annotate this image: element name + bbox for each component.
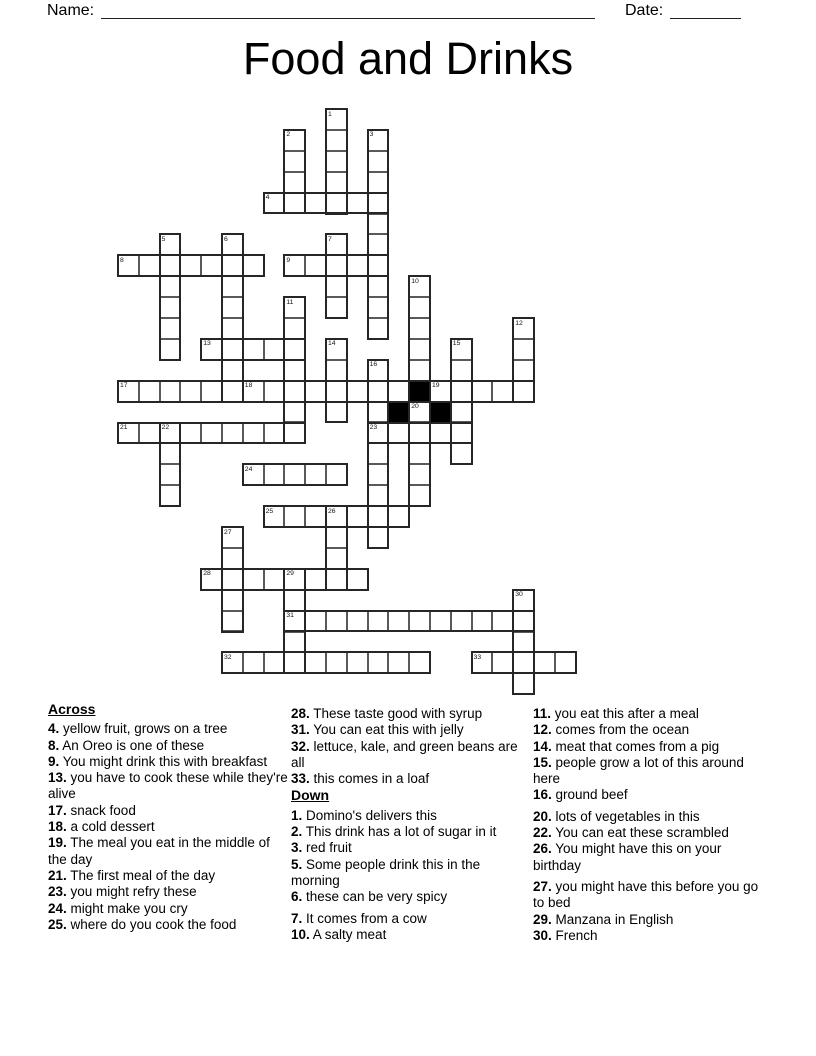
grid-cell[interactable] xyxy=(222,590,243,611)
clue-17: 17. snack food xyxy=(48,802,136,818)
grid-cell[interactable] xyxy=(409,360,430,381)
clue-18: 18. a cold dessert xyxy=(48,819,155,835)
grid-cell[interactable] xyxy=(305,381,326,402)
cell-number-33: 33 xyxy=(473,653,482,661)
cell-number-29: 29 xyxy=(286,570,294,578)
clue-6: 6. these can be very spicy xyxy=(291,889,448,905)
grid-cell[interactable] xyxy=(264,381,285,402)
grid-cell[interactable] xyxy=(388,652,409,673)
grid-cell[interactable] xyxy=(368,381,389,402)
cell-number-23: 23 xyxy=(369,424,378,431)
grid-cell[interactable] xyxy=(472,381,493,402)
grid-cell[interactable] xyxy=(347,381,368,402)
grid-cell[interactable] xyxy=(513,590,534,611)
grid-cell[interactable] xyxy=(368,464,389,485)
grid-cell[interactable] xyxy=(409,611,430,632)
clue-15: 15. people grow a lot of this around here xyxy=(533,754,744,787)
grid-cell[interactable] xyxy=(326,130,347,151)
grid-cell[interactable] xyxy=(326,172,347,193)
grid-cell[interactable] xyxy=(326,234,347,255)
clue-3: 3. red fruit xyxy=(291,840,352,856)
grid-cell[interactable] xyxy=(326,402,347,423)
grid-cell[interactable] xyxy=(284,381,305,402)
grid-cell[interactable] xyxy=(305,611,326,632)
cell-number-5: 5 xyxy=(161,235,166,243)
grid-cell[interactable] xyxy=(451,339,472,360)
grid-cell[interactable] xyxy=(284,506,305,527)
grid-cell[interactable] xyxy=(180,423,201,444)
cell-number-11: 11 xyxy=(286,298,294,306)
cell-number-21: 21 xyxy=(120,424,128,431)
clue-7: 7. It comes from a cow xyxy=(291,910,427,926)
clue-19: 19. The meal you eat in the middle of the day xyxy=(48,835,270,867)
grid-cell[interactable] xyxy=(222,339,243,360)
grid-cell[interactable] xyxy=(368,485,389,506)
grid-cell[interactable] xyxy=(264,423,285,444)
grid-cell[interactable] xyxy=(160,318,181,339)
grid-cell[interactable] xyxy=(409,443,430,464)
grid-cell[interactable] xyxy=(513,339,534,360)
grid-cell[interactable] xyxy=(160,443,181,464)
grid-cell[interactable] xyxy=(409,485,430,506)
grid-cell[interactable] xyxy=(305,464,326,485)
clues-column-2 xyxy=(291,701,526,943)
grid-cell[interactable] xyxy=(284,255,305,276)
grid-cell[interactable] xyxy=(222,423,243,444)
clue-29: 29. Manzana in English xyxy=(533,911,674,927)
grid-cell[interactable] xyxy=(409,276,430,297)
grid-cell[interactable] xyxy=(368,360,389,381)
grid-cell[interactable] xyxy=(347,255,368,276)
across-clue-list-continued xyxy=(291,706,526,787)
cell-number-10: 10 xyxy=(411,277,419,285)
grid-cell[interactable] xyxy=(368,443,389,464)
grid-cell[interactable] xyxy=(243,339,264,360)
grid-cell[interactable] xyxy=(347,652,368,673)
clue-23: 23. you might refry these xyxy=(48,884,197,900)
grid-cell[interactable] xyxy=(347,506,368,527)
down-clue-list xyxy=(291,808,526,943)
grid-cell[interactable] xyxy=(409,423,430,444)
clue-20: 20. lots of vegetables in this xyxy=(533,808,700,824)
grid-cell[interactable] xyxy=(284,297,305,318)
name-label: Name: xyxy=(47,2,95,19)
cell-number-13: 13 xyxy=(203,340,211,348)
cell-number-7: 7 xyxy=(328,235,332,243)
grid-cell[interactable] xyxy=(451,360,472,381)
grid-cell[interactable] xyxy=(326,109,347,130)
cell-number-25: 25 xyxy=(265,507,274,515)
cell-number-28: 28 xyxy=(203,570,211,578)
clue-2: 2. This drink has a lot of sugar in it xyxy=(291,824,497,840)
cell-number-22: 22 xyxy=(161,424,170,431)
grid-cell[interactable] xyxy=(430,611,451,632)
grid-cell[interactable] xyxy=(222,548,243,569)
cell-number-2: 2 xyxy=(286,131,291,139)
grid-cell[interactable] xyxy=(513,611,534,632)
grid-cell[interactable] xyxy=(160,423,181,444)
grid-cell[interactable] xyxy=(451,402,472,423)
grid-cell[interactable] xyxy=(160,464,181,485)
grid-cell[interactable] xyxy=(492,611,513,632)
clue-24: 24. might make you cry xyxy=(48,900,188,916)
clue-4: 4. yellow fruit, grows on a tree xyxy=(48,721,228,737)
grid-cell[interactable] xyxy=(326,360,347,381)
grid-cell[interactable] xyxy=(326,569,347,590)
grid-cell[interactable] xyxy=(326,652,347,673)
grid-cell[interactable] xyxy=(160,339,181,360)
clue-10: 10. A salty meat xyxy=(291,926,387,942)
grid-cell[interactable] xyxy=(284,652,305,673)
grid-cell[interactable] xyxy=(284,130,305,151)
grid-cell[interactable] xyxy=(368,423,389,444)
cell-number-17: 17 xyxy=(120,382,128,390)
black-cell xyxy=(430,402,451,423)
down-clue-list-continued xyxy=(533,706,773,944)
cell-number-20: 20 xyxy=(411,403,419,411)
grid-cell[interactable] xyxy=(160,234,181,255)
clue-31: 31. You can eat this with jelly xyxy=(291,722,464,738)
grid-cell[interactable] xyxy=(326,506,347,527)
grid-cell[interactable] xyxy=(326,611,347,632)
grid-cell[interactable] xyxy=(139,423,160,444)
grid-cell[interactable] xyxy=(368,506,389,527)
grid-cell[interactable] xyxy=(284,464,305,485)
grid-cell[interactable] xyxy=(222,234,243,255)
grid-cell[interactable] xyxy=(284,611,305,632)
grid-cell[interactable] xyxy=(451,423,472,444)
cell-number-15: 15 xyxy=(452,340,461,348)
grid-cell[interactable] xyxy=(243,652,264,673)
grid-cell[interactable] xyxy=(368,402,389,423)
grid-cell[interactable] xyxy=(222,297,243,318)
grid-cell[interactable] xyxy=(368,172,389,193)
grid-cell[interactable] xyxy=(160,297,181,318)
cell-number-19: 19 xyxy=(432,382,440,390)
clues-column-3 xyxy=(533,701,773,944)
clue-22: 22. You can eat these scrambled xyxy=(533,825,729,841)
grid-cell[interactable] xyxy=(492,381,513,402)
grid-cell[interactable] xyxy=(326,548,347,569)
grid-cell[interactable] xyxy=(326,527,347,548)
cell-number-32: 32 xyxy=(224,653,232,661)
clue-1: 1. Domino's delivers this xyxy=(291,807,437,823)
grid-cell[interactable] xyxy=(430,381,451,402)
grid-cell[interactable] xyxy=(201,339,222,360)
grid-cell[interactable] xyxy=(513,673,534,694)
cell-number-9: 9 xyxy=(286,256,291,264)
grid-cell[interactable] xyxy=(368,611,389,632)
date-label: Date: xyxy=(625,2,664,19)
cell-number-14: 14 xyxy=(328,340,336,348)
grid-cell[interactable] xyxy=(139,255,160,276)
clue-26: 26. You might have this on your birthday xyxy=(533,841,722,873)
grid-cell[interactable] xyxy=(409,652,430,673)
grid-cell[interactable] xyxy=(368,193,389,214)
grid-cell[interactable] xyxy=(513,360,534,381)
grid-cell[interactable] xyxy=(284,193,305,214)
page-title: Food and Drinks xyxy=(242,33,574,84)
grid-cell[interactable] xyxy=(305,255,326,276)
grid-cell[interactable] xyxy=(118,381,139,402)
grid-cell[interactable] xyxy=(284,569,305,590)
grid-cell[interactable] xyxy=(409,297,430,318)
cell-number-3: 3 xyxy=(369,131,374,139)
cell-number-31: 31 xyxy=(286,612,294,620)
grid-cell[interactable] xyxy=(201,569,222,590)
grid-cell[interactable] xyxy=(284,423,305,444)
grid-cell[interactable] xyxy=(326,339,347,360)
grid-cell[interactable] xyxy=(264,652,285,673)
grid-cell[interactable] xyxy=(284,339,305,360)
clue-14: 14. meat that comes from a pig xyxy=(533,738,720,754)
grid-cell[interactable] xyxy=(264,506,285,527)
black-cell xyxy=(388,402,409,423)
grid-cell[interactable] xyxy=(160,255,181,276)
grid-cell[interactable] xyxy=(368,297,389,318)
grid-cell[interactable] xyxy=(347,611,368,632)
grid-cell[interactable] xyxy=(243,423,264,444)
grid-cell[interactable] xyxy=(347,569,368,590)
grid-cell[interactable] xyxy=(409,402,430,423)
grid-cell[interactable] xyxy=(222,318,243,339)
grid-cell[interactable] xyxy=(388,381,409,402)
grid-cell[interactable] xyxy=(368,130,389,151)
grid-cell[interactable] xyxy=(388,506,409,527)
cell-number-18: 18 xyxy=(244,382,253,390)
cell-number-8: 8 xyxy=(120,256,124,264)
grid-cell[interactable] xyxy=(222,611,243,632)
grid-cell[interactable] xyxy=(555,652,576,673)
grid-cell[interactable] xyxy=(222,276,243,297)
grid-cell[interactable] xyxy=(388,611,409,632)
grid-cell[interactable] xyxy=(513,632,534,653)
grid-cell[interactable] xyxy=(326,381,347,402)
grid-cell[interactable] xyxy=(451,611,472,632)
grid-cell[interactable] xyxy=(160,381,181,402)
clue-5: 5. Some people drink this in the morning xyxy=(291,856,481,888)
cell-number-27: 27 xyxy=(224,528,232,536)
grid-cell[interactable] xyxy=(326,297,347,318)
grid-cell[interactable] xyxy=(472,611,493,632)
clue-13: 13. you have to cook these while they're alive xyxy=(48,770,288,802)
grid-cell[interactable] xyxy=(368,214,389,235)
clue-8: 8. An Oreo is one of these xyxy=(48,737,205,753)
black-cell xyxy=(409,381,430,402)
grid-cell[interactable] xyxy=(118,255,139,276)
across-clue-list xyxy=(48,721,288,933)
clue-9: 9. You might drink this with breakfast xyxy=(48,753,268,769)
down-heading: Down xyxy=(291,787,330,804)
grid-cell[interactable] xyxy=(284,632,305,653)
cell-number-30: 30 xyxy=(515,591,523,599)
grid-cell[interactable] xyxy=(347,193,368,214)
grid-cell[interactable] xyxy=(326,255,347,276)
grid-cell[interactable] xyxy=(222,381,243,402)
grid-cell[interactable] xyxy=(472,652,493,673)
clue-25: 25. where do you cook the food xyxy=(48,916,237,932)
grid-cell[interactable] xyxy=(368,234,389,255)
grid-cell[interactable] xyxy=(264,569,285,590)
grid-cell[interactable] xyxy=(305,569,326,590)
grid-cell[interactable] xyxy=(284,402,305,423)
clue-21: 21. The first meal of the day xyxy=(48,867,216,883)
cell-number-26: 26 xyxy=(328,507,336,515)
grid-cell[interactable] xyxy=(222,569,243,590)
clue-11: 11. you eat this after a meal xyxy=(533,706,699,721)
grid-cell[interactable] xyxy=(409,318,430,339)
clue-16: 16. ground beef xyxy=(533,787,628,803)
grid-cell[interactable] xyxy=(243,255,264,276)
grid-cell[interactable] xyxy=(201,381,222,402)
grid-cell[interactable] xyxy=(284,172,305,193)
cell-number-12: 12 xyxy=(515,319,523,327)
grid-cell[interactable] xyxy=(243,464,264,485)
grid-cell[interactable] xyxy=(451,381,472,402)
grid-cell[interactable] xyxy=(326,464,347,485)
clue-30: 30. French xyxy=(533,927,598,943)
grid-cell[interactable] xyxy=(492,652,513,673)
cell-number-16: 16 xyxy=(369,361,378,369)
grid-cell[interactable] xyxy=(284,318,305,339)
clue-33: 33. this comes in a loaf xyxy=(291,771,430,787)
cell-number-1: 1 xyxy=(328,110,332,118)
grid-cell[interactable] xyxy=(513,381,534,402)
grid-cell[interactable] xyxy=(368,318,389,339)
grid-cell[interactable] xyxy=(222,255,243,276)
clues-column-1 xyxy=(48,701,288,933)
grid-cell[interactable] xyxy=(284,590,305,611)
grid-cell[interactable] xyxy=(451,443,472,464)
grid-cell[interactable] xyxy=(305,652,326,673)
grid-cell[interactable] xyxy=(409,339,430,360)
grid-cell[interactable] xyxy=(513,318,534,339)
grid-cell[interactable] xyxy=(326,193,347,214)
grid-cell[interactable] xyxy=(368,527,389,548)
grid-cell[interactable] xyxy=(139,381,160,402)
grid-cell[interactable] xyxy=(368,652,389,673)
grid-cell[interactable] xyxy=(222,527,243,548)
grid-cell[interactable] xyxy=(368,255,389,276)
grid-cell[interactable] xyxy=(368,276,389,297)
cell-number-24: 24 xyxy=(244,465,253,473)
grid-cell[interactable] xyxy=(430,423,451,444)
grid-cell[interactable] xyxy=(264,193,285,214)
grid-cell[interactable] xyxy=(326,276,347,297)
grid-cell[interactable] xyxy=(201,255,222,276)
grid-cell[interactable] xyxy=(243,381,264,402)
clue-12: 12. comes from the ocean xyxy=(533,722,690,738)
grid-cell[interactable] xyxy=(326,151,347,172)
cell-number-4: 4 xyxy=(265,194,270,202)
grid-cell[interactable] xyxy=(305,506,326,527)
across-heading: Across xyxy=(48,701,96,717)
grid-cell[interactable] xyxy=(180,381,201,402)
grid-cell[interactable] xyxy=(409,464,430,485)
grid-cell[interactable] xyxy=(180,255,201,276)
grid-cell[interactable] xyxy=(264,339,285,360)
clue-32: 32. lettuce, kale, and green beans are all xyxy=(291,738,518,770)
grid-cell[interactable] xyxy=(284,360,305,381)
clue-28: 28. These taste good with syrup xyxy=(291,706,483,721)
grid-cell[interactable] xyxy=(368,151,389,172)
grid-cell[interactable] xyxy=(284,151,305,172)
grid-cell[interactable] xyxy=(222,652,243,673)
grid-cell[interactable] xyxy=(160,485,181,506)
grid-cell[interactable] xyxy=(513,652,534,673)
cell-number-6: 6 xyxy=(224,235,228,243)
grid-cell[interactable] xyxy=(264,464,285,485)
clue-27: 27. you might have this before you go to bed xyxy=(533,878,759,911)
grid-cell[interactable] xyxy=(222,360,243,381)
grid-cell[interactable] xyxy=(534,652,555,673)
grid-cell[interactable] xyxy=(243,569,264,590)
grid-cell[interactable] xyxy=(201,423,222,444)
grid-cell[interactable] xyxy=(388,423,409,444)
grid-cell[interactable] xyxy=(160,276,181,297)
grid-cell[interactable] xyxy=(305,193,326,214)
grid-cell[interactable] xyxy=(118,423,139,444)
